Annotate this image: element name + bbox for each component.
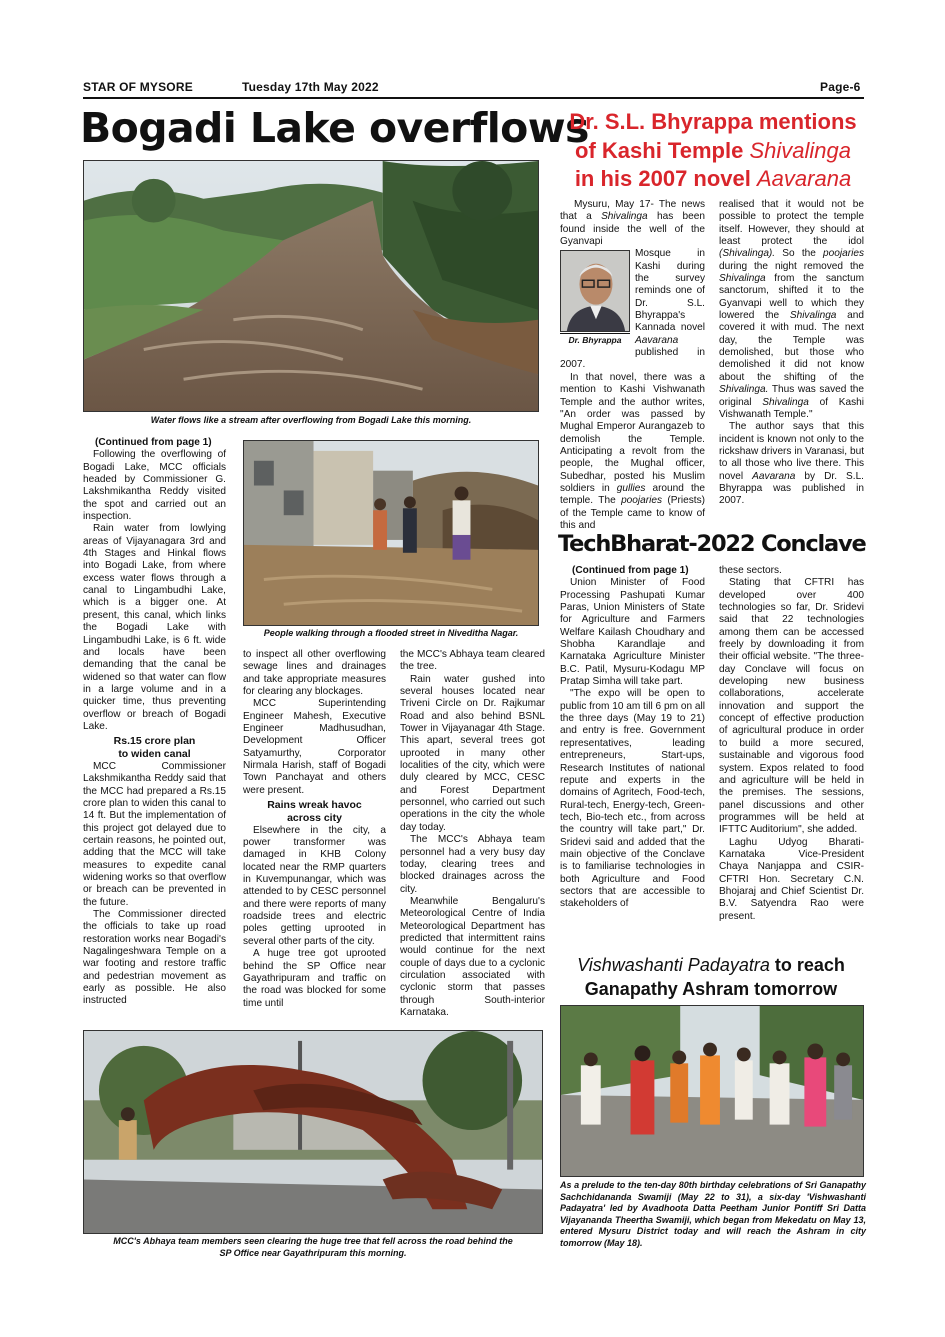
text-italic: poojaries (621, 495, 663, 507)
text-run: So the (782, 248, 816, 260)
bogadi-paragraph: Elsewhere in the city, a power transformer was damaged in KHB Colony located near the RMP quarters in Kuvempunangar, which was attended to by CESC personnel and there were reports of many roadside trees and electric poles getting uprooted in several other parts of the city. (243, 824, 386, 947)
text-italic: Shivalinga (601, 211, 648, 223)
lake-overflow-photo (83, 160, 539, 412)
vishwashanti-headline (558, 953, 864, 1001)
subheading: Rs.15 crore plan (113, 735, 196, 748)
techbharat-headline: TechBharat-2022 Conclave (558, 531, 866, 557)
text-run: published in 2007. (560, 347, 705, 371)
headline-line (558, 953, 864, 977)
subheading: Rains wreak havoc (267, 799, 362, 812)
bogadi-column-1 (83, 437, 226, 1008)
text-italic: Aavarana (635, 334, 679, 346)
text-italic: Shivalinga (719, 273, 766, 285)
bogadi-paragraph: Following the overflowing of Bogadi Lake, MCC officials headed by Commissioner G. Lakshmikantha Reddy visited the spot and carried out an inspection. (83, 449, 226, 523)
bhyrappa-portrait (560, 250, 630, 332)
bogadi-paragraph: Rain water from lowlying areas of Vijayanagara 3rd and 4th Stages and Hinkal flows into Bogadi Lake, from where excess water flows through a canal to Lingambudhi Lake, which is a bigger one. At present, this canal, which links the Bogadi Lake with Lingambudhi Lake, is 6 ft. wide and locals have been demanding that the canal be widened so that water can flow in a large volume and in a quicker time, thus preventing overflow or breach of Bogadi Lake. (83, 523, 226, 732)
headline-italic: Aavarana (757, 166, 852, 191)
techbharat-paragraph: Laghu Udyog Bharati-Karnataka Vice-President Chaya Nanjappa and CSIR-CFTRI Hon. Secretary C.N. Bhojaraj and Chief Scientist Dr. B.V. Satyendra Rao were present. (719, 836, 864, 922)
techbharat-paragraph: Union Minister of Food Processing Pashupati Kumar Paras, Union Ministers of State for Agriculture and Farmers Welfare Kailash Choudhary and Shobha Karandlaje and Karnataka Agriculture Minister B.C. Patil, Mysuru-Kodagu MP Pratap Simha will take part. (560, 577, 705, 688)
text-run: Thus was saved the original (719, 384, 864, 408)
text-italic: Aavarana (752, 470, 796, 482)
text-run: realised that it would not be possible to protect the temple itself. However, they should at least protect the idol (719, 199, 864, 248)
bogadi-paragraph: Meanwhile Bengaluru's Meteorological Centre of India Meteorological Department has predicted that intermittent rains would continue for the next couple of days due to a cyclonic circulation associated with cyclonic storm that passes through South-interior Karnataka. (400, 895, 545, 1018)
bhyrappa-photo-wrap (560, 250, 630, 345)
headline-line (558, 165, 868, 194)
paper-name: STAR OF MYSORE (83, 80, 193, 94)
portrait-tag: Dr. Bhyrappa (560, 333, 630, 346)
headline-part: in his 2007 novel (574, 166, 757, 191)
subheading: to widen canal (118, 748, 191, 761)
text-italic: Shivalinga (789, 310, 837, 322)
text-run: during the night removed the (719, 260, 864, 272)
subheading: across city (287, 811, 342, 824)
tree-photo-caption-line-2: SP Office near Gayathripuram this morning. (219, 1248, 407, 1258)
text-italic: Shivalinga. (719, 384, 769, 396)
text-run: The author says that this incident is known not only to the rickshaw drivers in Varanasi, but to all those who live there. This novel (719, 421, 864, 482)
padayatra-photo (560, 1005, 864, 1177)
issue-date: Tuesday 17th May 2022 (242, 80, 379, 94)
techbharat-paragraph: these sectors. (719, 565, 782, 576)
page-number: Page-6 (820, 80, 861, 94)
bogadi-headline: Bogadi Lake overflows (80, 104, 589, 152)
bogadi-column-2 (243, 649, 386, 1010)
text-run: and covered it with mud. The next day, the Temple was demolished, but those who demolished it did not know about the shifting of the (719, 310, 864, 383)
street-photo-caption: People walking through a flooded street in Niveditha Nagar. (263, 628, 519, 638)
text-run: Mysuru, May 17- The news that a (560, 199, 705, 223)
techbharat-paragraph: Stating that CFTRI has developed over 400 technologies so far, Dr. Sridevi said that 22 technologies among them can be accessed freely by downloading it from their official website. "The three- day Conclave will focus on developing new business collaborations, accelerate innovation and support the concept of effective production of agricultural produce in order to build a more secured, sustainable and vigorous food system. Expos related to food and agriculture will be held in the premises. The sessions, panel discussions and other programmes will be held at IFTTC Auditorium", she added. (719, 577, 864, 836)
text-italic: gullies (616, 482, 646, 494)
bogadi-paragraph: the MCC's Abhaya team cleared the tree. (400, 649, 545, 673)
techbharat-column-2 (719, 565, 864, 923)
text-run: Mosque in Kashi during the survey reminds one of Dr. S.L. Bhyrappa's Kannada novel (635, 248, 705, 334)
lake-photo-caption: Water flows like a stream after overflowing from Bogadi Lake this morning. (150, 415, 472, 425)
bogadi-column-3 (400, 649, 545, 1019)
text-run: by Dr. S.L. Bhyrappa was published in 2007. (719, 470, 864, 507)
bogadi-paragraph: Rain water gushed into several houses located near Triveni Circle on Dr. Rajkumar Road and also behind BSNL Tower in Vijayanagar 4th Stage. This apart, several trees got uprooted in many other localities of the city, which were duly cleared by MCC, CESC and Forest Department personnel, who carried out such operations in the city the whole day today. (400, 673, 545, 833)
bhyrappa-column-1 (560, 199, 705, 532)
headline-line: Dr. S.L. Bhyrappa mentions (569, 109, 857, 134)
headline-italic: Shivalinga (749, 137, 851, 163)
headline-part: to reach (769, 955, 845, 975)
bogadi-paragraph: The Commissioner directed the officials to take up road restoration works near Bogadi's Nagalingeshwara Temple on a war footing and restore traffic and pedestrian movement as early as possible. He also instructed (83, 908, 226, 1007)
bogadi-paragraph: The MCC's Abhaya team personnel had a very busy day today, clearing trees and blocked drainages across the city. (400, 834, 545, 895)
bogadi-paragraph: MCC Commissioner Lakshmikantha Reddy said that the MCC had prepared a Rs.15 crore plan to widen this canal to 14 ft. But the implementation of this project got delayed due to certain reasons, he pointed out, adding that the MCC will take measures to expedite canal widening works so that overflow or breach can be prevented in the future. (83, 760, 226, 908)
bhyrappa-headline (558, 108, 868, 194)
text-run: In that novel, there was a mention to Kashi Vishwanath Temple and the author writes, "An order was passed by Mughal Emperor Aurangazeb to demolish the Temple. Anticipating a revolt from the people, the Mughal officer, Subedhar, posted his Muslim soldiers in (560, 371, 705, 494)
techbharat-paragraph: "The expo will be open to public from 10 am till 6 pm on all the three days (May 19 to 21) and entry is free. Government representatives, leading entrepreneurs, Start-ups, Research Institutes of national repute and experts in the domains of Agritech, Food-tech, Rural-tech, Energy-tech, Green-tech, Bio-tech etc., from across the country will take part," Dr. Sridevi said and added that the main objective of the Conclave is to familiarise technologies in both Agriculture and Food sectors that are accessible to stakeholders of (560, 688, 705, 910)
headline-italic: Vishwashanti Padayatra (577, 955, 770, 975)
continued-label: (Continued from page 1) (95, 437, 212, 448)
bogadi-paragraph: MCC Superintending Engineer Mahesh, Executive Engineer Madhusudhan, Development Officer Satyamurthy, Corporator Nirmala Harish, staff of Bogadi Town Panchayat and others were present. (243, 698, 386, 796)
bhyrappa-column-2 (719, 199, 864, 508)
headline-part: of Kashi Temple (575, 137, 750, 163)
text-run: of Kashi Vishwanath Temple." (719, 396, 864, 420)
bhyrappa-paragraph (719, 421, 864, 507)
text-italic: Shivalinga (762, 396, 809, 408)
bogadi-paragraph: to inspect all other overflowing sewage lines and drainages and take appropriate measures for clearing any blockages. (243, 649, 386, 698)
bhyrappa-paragraph (560, 372, 705, 532)
text-run: around the temple. The (560, 482, 705, 507)
headline-line (558, 137, 868, 166)
tree-photo-caption-line-1: MCC's Abhaya team members seen clearing the huge tree that fell across the road behind the (113, 1236, 513, 1246)
text-run: has been found inside the well of the Gyanvapi (560, 211, 705, 248)
text-italic: poojaries (823, 248, 865, 260)
headline-line: Ganapathy Ashram tomorrow (584, 979, 838, 999)
techbharat-column-1 (560, 565, 705, 911)
bogadi-paragraph: A huge tree got uprooted behind the SP Office near Gayathripuram and traffic on the road was blocked for some time until (243, 948, 386, 1009)
text-run: from the sanctum sanctorum, shifted it to the Gyanvapi well to which they lowered the (719, 273, 864, 322)
fallen-tree-photo (83, 1030, 543, 1234)
masthead-rule (83, 97, 864, 99)
bhyrappa-paragraph (719, 199, 864, 421)
text-run: (Priests) of the Temple came to know of this and (560, 495, 705, 531)
padayatra-caption: As a prelude to the ten-day 80th birthday celebrations of Sri Ganapathy Sachchidananda Swamiji (May 22 to 31), a six-day 'Vishwashanti Padayatra' led by Avadhoota Datta Peetham Junior Pontiff Sri Datta Vijayananda Theertha Swamiji, which began from Mekedatu on May 13, entered Mysuru District today and will reach the Ashram in city tomorrow (May 18). (560, 1180, 866, 1248)
bhyrappa-lead (560, 199, 705, 248)
text-italic: (Shivalinga). (719, 248, 776, 260)
flooded-street-photo (243, 440, 539, 626)
continued-label: (Continued from page 1) (572, 565, 689, 576)
